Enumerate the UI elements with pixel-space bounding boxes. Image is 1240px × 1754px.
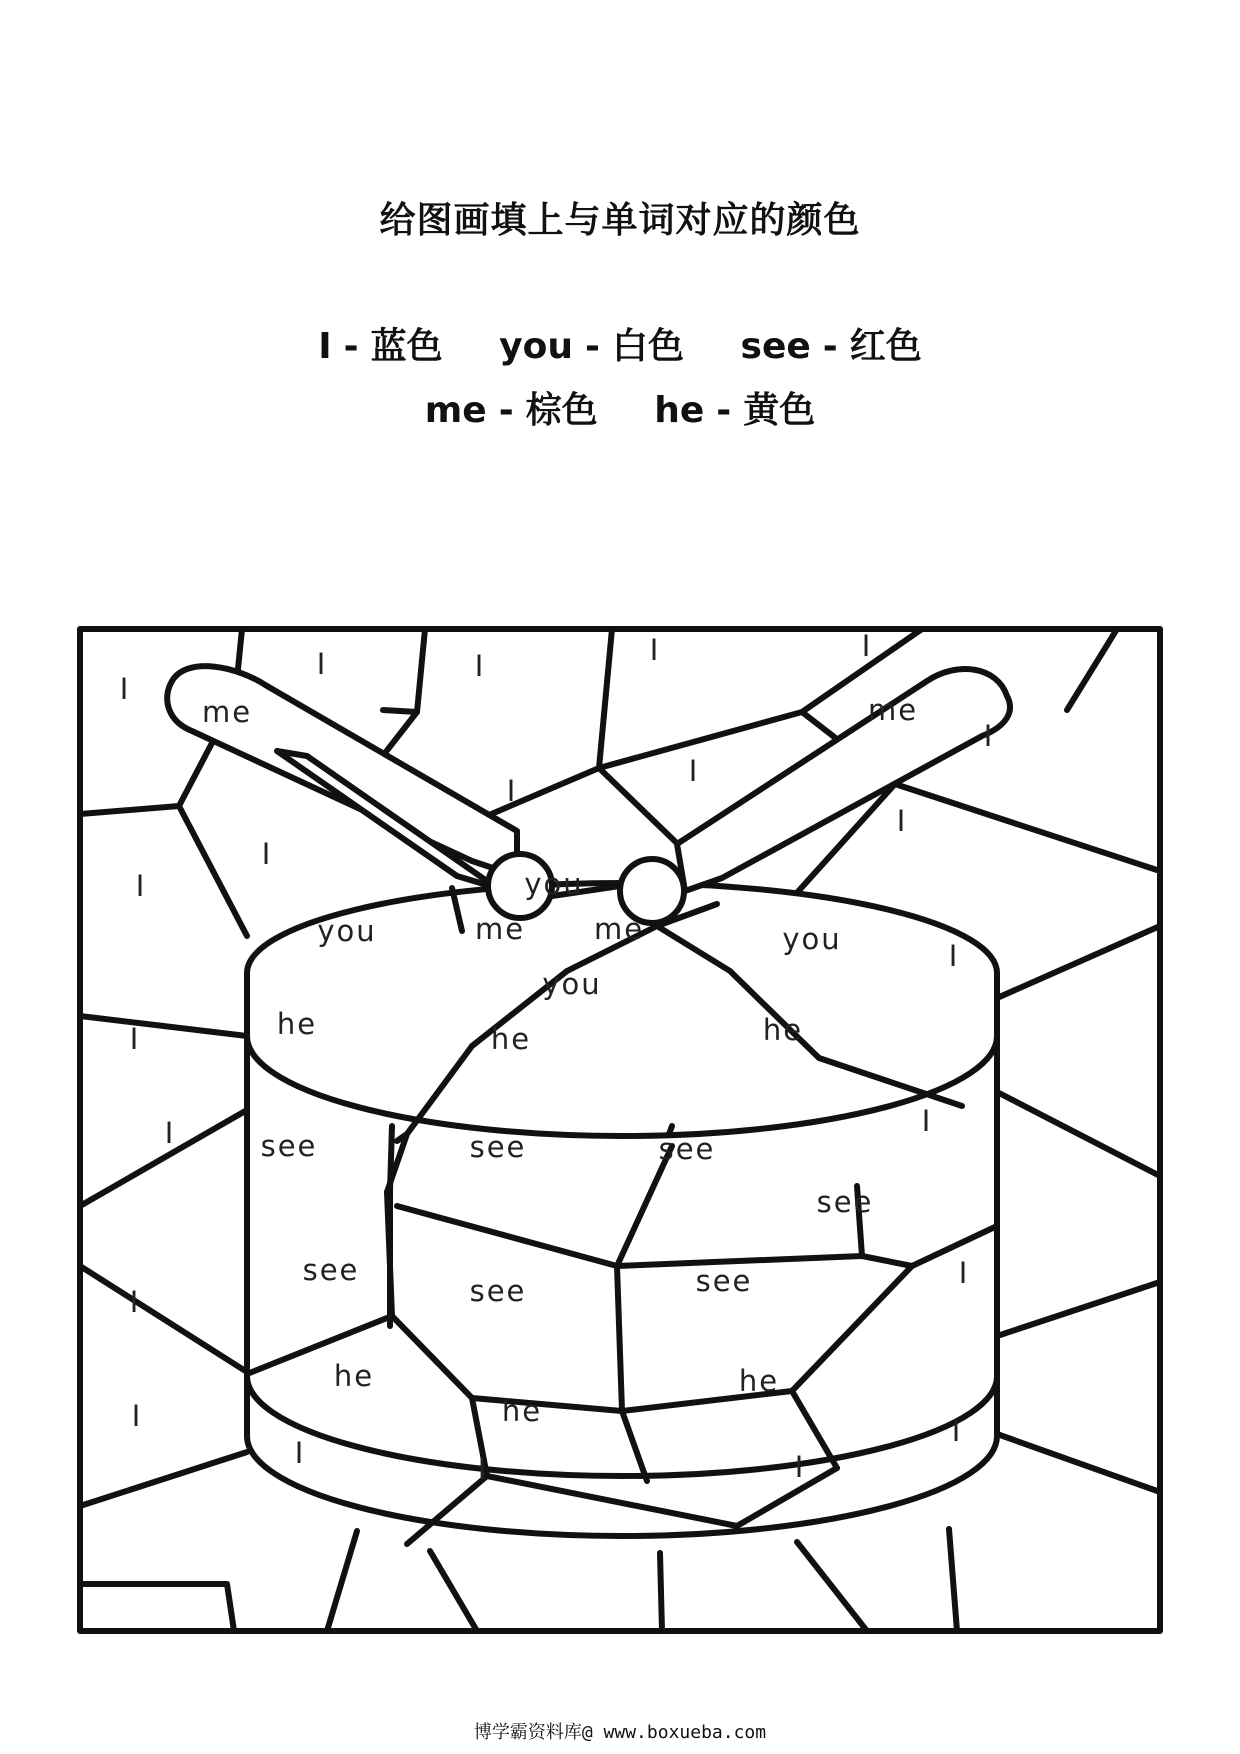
region-label: I [649, 633, 661, 667]
region-label: I [983, 719, 995, 753]
region-label: see [658, 1132, 716, 1166]
region-label: I [135, 869, 147, 903]
color-key-item: see - 红色 [740, 326, 922, 367]
region-label: me [474, 912, 526, 946]
region-label: I [896, 804, 908, 838]
region-label: he [490, 1022, 532, 1056]
color-key-line-2 [0, 382, 1240, 433]
region-label: you [542, 967, 602, 1001]
region-label: me [593, 912, 645, 946]
region-label: I [261, 837, 273, 871]
color-key-item: me - 棕色 [424, 390, 598, 431]
region-label: he [762, 1013, 804, 1047]
region-label: he [738, 1364, 780, 1398]
region-label: see [469, 1130, 527, 1164]
color-key-line-1 [0, 318, 1240, 369]
region-label: I [316, 647, 328, 681]
region-label: he [276, 1007, 318, 1041]
region-label: I [506, 774, 518, 808]
region-label: I [131, 1399, 143, 1433]
region-label: I [474, 649, 486, 683]
page-title: 给图画填上与单词对应的颜色 [379, 200, 861, 241]
footer-watermark: 博学霸资料库@ www.boxueba.com [473, 1722, 767, 1743]
color-key-item: you - 白色 [499, 326, 684, 367]
region-label: see [695, 1264, 753, 1298]
region-label: see [260, 1129, 318, 1163]
region-label: I [119, 672, 131, 706]
coloring-picture-drum [77, 626, 1163, 1634]
region-label: me [867, 693, 919, 727]
region-label: you [317, 914, 377, 948]
region-label: you [524, 867, 584, 901]
region-label: I [294, 1436, 306, 1470]
region-label: he [333, 1359, 375, 1393]
region-label: I [164, 1116, 176, 1150]
region-label: I [129, 1022, 141, 1056]
region-label: I [794, 1450, 806, 1484]
region-label: I [861, 629, 873, 663]
color-key-item: he - 黄色 [654, 390, 816, 431]
region-label: I [129, 1285, 141, 1319]
region-label: see [302, 1253, 360, 1287]
region-label: you [782, 922, 842, 956]
region-label: I [921, 1104, 933, 1138]
region-label: me [201, 695, 253, 729]
region-label: see [469, 1274, 527, 1308]
color-key-item: I - 蓝色 [318, 326, 443, 367]
region-label: see [816, 1185, 874, 1219]
region-label: I [688, 754, 700, 788]
region-label: he [501, 1394, 543, 1428]
region-label: I [948, 939, 960, 973]
region-label: I [958, 1256, 970, 1290]
region-label: I [477, 1452, 489, 1486]
picture-outlines [80, 629, 1160, 1631]
region-label: I [951, 1414, 963, 1448]
